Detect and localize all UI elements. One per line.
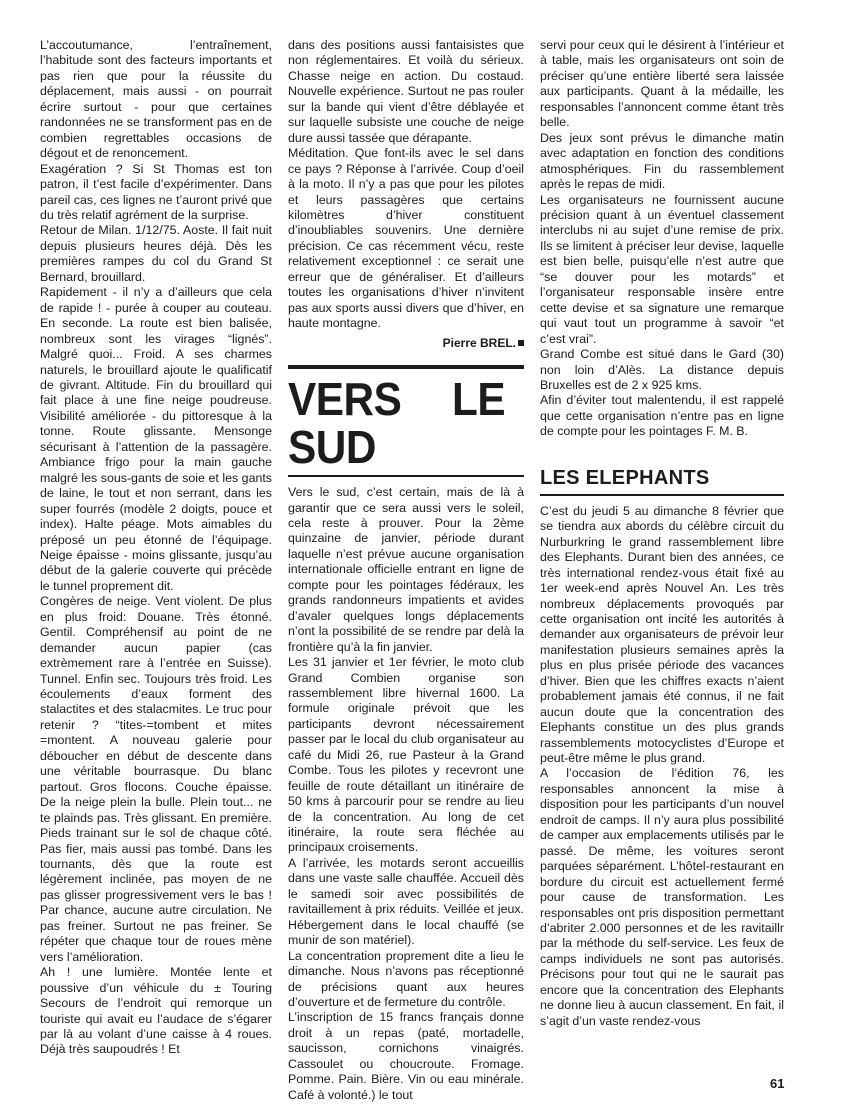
- column-right: [540, 38, 784, 1029]
- paragraph: dans des positions aussi fantaisistes que non réglementaires. Et voilà du sérieux. Chasse neige en action. Du costaud. Nouvelle expérience. Surtout ne pas rouler sur la bande qui vient d’être déblayée et sur laquelle subsiste une couche de neige dure aussi tassée que dérapante.: [288, 38, 524, 145]
- paragraph: Rapidement - il n’y a d’ailleurs que cela de rapide ! - purée à couper au couteau. En seconde. La route est bien balisée, nombreux sont les virages “lignés”. Malgré quoi... Froid. A ses charmes naturels, le brouillard ajoute le qualificatif de givrant. Altitude. Fin du brouillard qui fait place à une fine neige poudreuse. Visibilité améliorée - du pittoresque à la tonne. Route glissante. Mensonge sécurisant à l’attention de la passagère. Ambiance frigo pour la main gauche malgré les sous-gants de soie et les gants de laine, le tout et non serrant, dans les super fourrés (modèle 2 doigts, pouce et index). Halte péage. Mots aimables du préposé un peu étonné de l’équipage. Neige épaisse - moins glissante, jusqu’au début de la galerie couverte qui précède le tunnel proprement dit.: [40, 285, 272, 593]
- paragraph: Ah ! une lumière. Montée lente et poussive d’un véhicule du ± Touring Secours de l’endroit qui remorque un touriste qui avait eu l’audace de s’égarer par là au volant d’une caisse à 4 roues. Déjà très saupoudrés ! Et: [40, 965, 272, 1057]
- title-underline: [540, 494, 784, 496]
- paragraph: A l’occasion de l’édition 76, les responsables annoncent la mise à disposition pour les participants d’un nouvel endroit de camps. Il n’y aura plus possibilité de camper aux emplacements utilisés par le passé. De même, les voitures seront parquées séparément. L’hôtel-restaurant en bordure du circuit est actuellement fermé pour cause de transformation. Les responsables ont pris disposition permettant d’abriter 2.000 personnes et de les ravitaillr par la méthode du self-service. Les feux de camps individuels ne sont pas autorisés. Précisons pour tout qui ne le saurait pas encore que la concentration des Elephants ne donne lieu à aucun classement. En fait, il s’agit d’un vaste rendez-vous: [540, 766, 784, 1028]
- paragraph: Retour de Milan. 1/12/75. Aoste. Il fait nuit depuis plusieurs heures déjà. Dès les premières rampes du col du Grand St Bernard, brouillard.: [40, 223, 272, 284]
- paragraph: Congères de neige. Vent violent. De plus en plus froid: Douane. Très étonné. Gentil. Compréhensif au point de ne demander aucun papier (cas extrèmement rare à l’entrée en Suisse). Tunnel. Enfin sec. Toujours très froid. Les écoulements d’eaux forment des stalactites et des stalacmites. Le truc pour retenir ? “tites-=tombent et mites =montent. A nouveau galerie pour déboucher en début de descente dans une véritable bourrasque. Du blanc partout. Gros flocons. Couche épaisse. De la neige plein la bulle. Plein tout... ne te plainds pas. Très glissant. En première. Pieds trainant sur le sol de chaque côté. Pas fier, mais aussi pas tombé. Dans les tournants, dès que la route est légèrement inclinée, pas moyen de ne pas glisser progressivement vers le bas ! Par chance, aucune autre circulation. Ne pas freiner. Surtout ne pas freiner. Se répéter que chaque tour de roues mène vers l’amélioration.: [40, 594, 272, 964]
- paragraph: C’est du jeudi 5 au dimanche 8 février que se tiendra aux abords du célèbre circuit du Nurburkring le grand rassemblement libre des Elephants. Durant bien des années, ce très international rendez-vous était fixé au 1er week-end après Nouvel An. Les très nombreux déplacements provoqués par cette organisation ont incité les autorités à demander aux organisateurs de prévoir leur manifestation plusieurs semaines après la plus en plus prisée période des vacances d’hiver. Bien que les chiffres exacts n’aient probablement jamais été connus, il ne fait aucun doute que la concentration des Elephants constitue un des plus grands rassemblements motocyclistes d’Europe et peut-être même le plus grand.: [540, 503, 784, 766]
- column-left: [40, 38, 272, 1058]
- title-underline: [288, 475, 524, 477]
- paragraph: Les organisateurs ne fournissent aucune précision quant à un éventuel classement interclubs ni au sujet d’une remise de prix. Ils se limitent à préciser leur devise, laquelle est bien belle, puisqu’elle n’est autre que “se douver pour les motards” et l’organisateur responsable insère entre cette devise et sa signature une remarque qui vaut tout un programme à savoir “et c’est vrai”.: [540, 192, 784, 346]
- paragraph: Méditation. Que font-ils avec le sel dans ce pays ? Réponse à l’arrivée. Coup d’oeil à la moto. Il n’y a pas que pour les pilotes et leurs passagères que certains kilomètres d’hiver constituent d’inoubliables souvenirs. Une dernière précision. Ce cas récemment vécu, reste relativement exceptionnel : ce serait une erreur que de généraliser. Et d’ailleurs toutes les organisations d’hiver n’invitent pas aux sports aussi divers que d’hiver, en haute montagne.: [288, 146, 524, 331]
- paragraph: Vers le sud, c’est certain, mais de là à garantir que ce sera aussi vers le soleil, cela reste à prouver. Pour la 2ème quinzaine de janvier, période durant laquelle n’est prévue aucune organisation internationale officielle entrant en ligne de compte pour les pointages fédéraux, les grands randonneurs impatients et avides d’avaler quelques longs déplacements n’ont la possibilité de se rendre par delà la frontière qu’à la fin janvier.: [288, 485, 524, 654]
- paragraph: La concentration proprement dite a lieu le dimanche. Nous n’avons pas réceptionné de précisions quant aux heures d’ouverture et de fermeture du contrôle.: [288, 948, 524, 1010]
- paragraph: Afin d’éviter tout malentendu, il est rappelé que cette organisation n’entre pas en ligne de compte pour les pointages F. M. B.: [540, 393, 784, 439]
- author-name: Pierre BREL.: [442, 335, 516, 350]
- paragraph: servi pour ceux qui le désirent à l’intérieur et à table, mais les organisateurs ont soin de préciser qu’une entière liberté sera laissée aux participants. Quant à la médaille, les responsables l’annoncent comme étant très belle.: [540, 38, 784, 130]
- paragraph: Grand Combe est situé dans le Gard (30) non loin d’Alès. La distance depuis Bruxelles est de 2 x 925 kms.: [540, 347, 784, 392]
- section-title-vers-le-sud: VERS LE SUD: [288, 373, 506, 474]
- page-number: 61: [770, 1076, 785, 1091]
- paragraph: Les 31 janvier et 1er février, le moto club Grand Combien organise son rassemblement libre hivernal 1600. La formule originale prévoit que les participants devront nécessairement passer par le local du club organisateur au café du Midi 26, rue Pasteur à la Grand Combe. Tous les pilotes y recevront une feuille de route détaillant un itinéraire de 50 kms à parcourir pour se rendre au lieu de la concentration. Au long de cet itinéraire, la route sera fléchée au principaux croisements.: [288, 655, 524, 855]
- paragraph: Exagération ? Si St Thomas est ton patron, il t’est facile d’expérimenter. Dans pareil cas, ces lignes ne t’auront privé que du très relatif agrément de la surprise.: [40, 161, 272, 222]
- paragraph: Des jeux sont prévus le dimanche matin avec adaptation en fonction des conditions atmosphériques. Fin du rassemblement après le repas de midi.: [540, 130, 784, 192]
- paragraph: L’inscription de 15 francs français donne droit à un repas (paté, mortadelle, saucisson, cornichons vinaigrés. Cassoulet ou choucroute. Fromage. Pomme. Pain. Bière. Vin ou eau minérale. Café à volonté.) le tout: [288, 1010, 524, 1102]
- section-title-les-elephants: LES ELEPHANTS: [540, 466, 710, 489]
- paragraph: A l’arrivée, les motards seront accueillis dans une vaste salle chauffée. Accueil dès le samedi soir avec possibilités de ravitaillement à prix réduits. Veillée et jeux. Hébergement dans le local chauffé (se munir de son matériel).: [288, 855, 524, 948]
- end-mark-icon: [518, 340, 524, 346]
- column-middle: [288, 38, 524, 1103]
- author-signature: [288, 336, 524, 351]
- section-divider: [288, 365, 524, 369]
- paragraph: L’accoutumance, l’entraînement, l’habitude sont des facteurs importants et pas rien que pour la réussite du déplacement, mais aussi - on pourrait écrire surtout - pour que certaines randonnées ne se transforment pas en de combien regrettables occasions de dégout et de renoncement.: [40, 38, 272, 161]
